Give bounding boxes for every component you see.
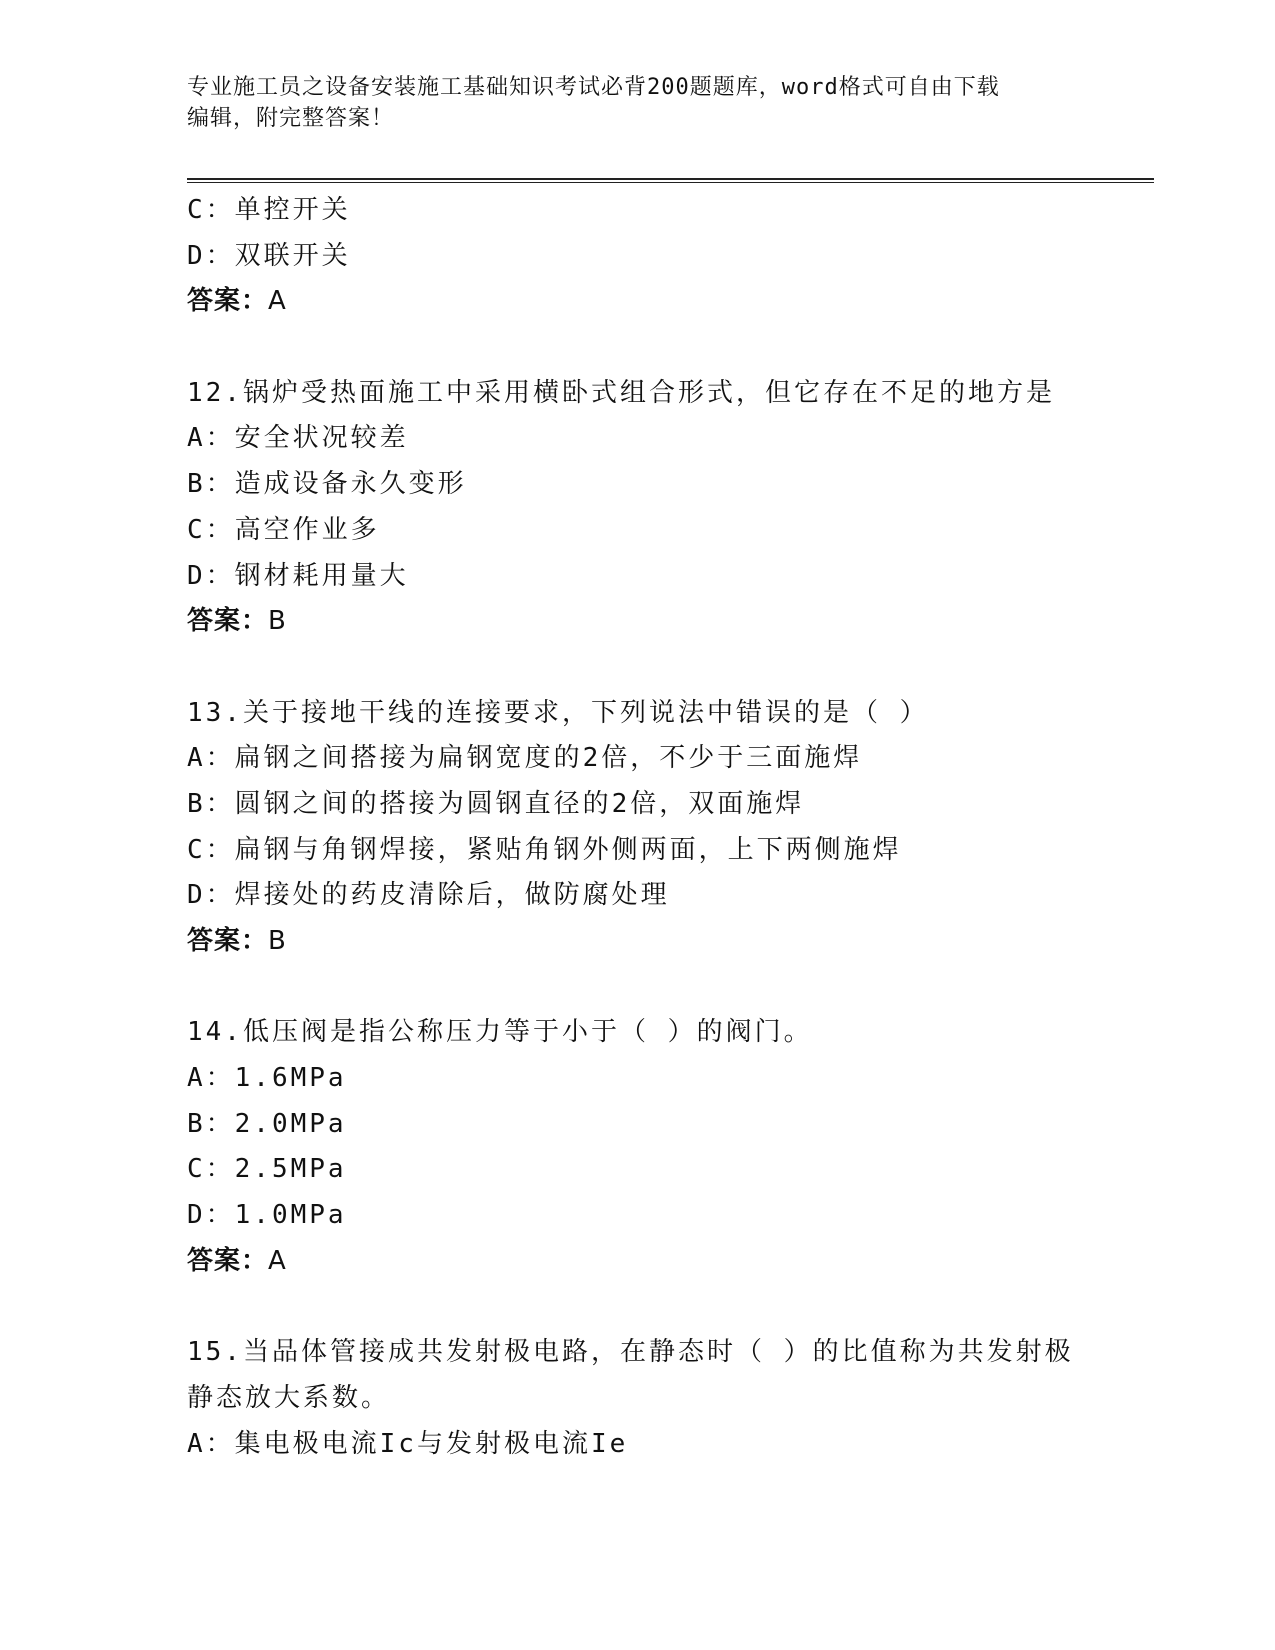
spacer bbox=[187, 645, 1087, 691]
answer-label: 答案： bbox=[187, 1245, 269, 1276]
option-a: A：集电极电流Ic与发射极电流Ie bbox=[187, 1428, 629, 1459]
question-stem: 15.当品体管接成共发射极电路，在静态时（ ）的比值称为共发射极 bbox=[187, 1337, 1074, 1368]
answer-label: 答案： bbox=[187, 926, 269, 956]
spacer bbox=[187, 325, 1087, 371]
option-c: C：扁钢与角钢焊接，紧贴角钢外侧两面，上下两侧施焊 bbox=[187, 834, 902, 865]
option-d: D：焊接处的药皮清除后，做防腐处理 bbox=[187, 880, 670, 911]
document-header bbox=[187, 72, 1067, 134]
question-stem: 13.关于接地干线的连接要求，下列说法中错误的是（ ） bbox=[187, 697, 929, 728]
question-stem: 12.锅炉受热面施工中采用横卧式组合形式，但它存在不足的地方是 bbox=[187, 377, 1055, 408]
option-c: C：单控开关 bbox=[187, 195, 351, 225]
option-a: A：安全状况较差 bbox=[187, 423, 409, 454]
answer-label: 答案： bbox=[187, 606, 269, 637]
answer-value: A bbox=[268, 1245, 287, 1276]
option-b: B：造成设备永久变形 bbox=[187, 469, 467, 500]
answer-value: B bbox=[268, 606, 287, 637]
header-line-1: 专业施工员之设备安装施工基础知识考试必背200题题库，word格式可自由下载 bbox=[187, 75, 1000, 100]
answer-label: 答案： bbox=[187, 286, 269, 317]
header-divider-thick bbox=[187, 178, 1154, 180]
option-b: B：圆钢之间的搭接为圆钢直径的2倍，双面施焊 bbox=[187, 788, 805, 819]
option-d: D：钢材耗用量大 bbox=[187, 560, 409, 591]
option-b: B：2.0MPa bbox=[187, 1108, 347, 1139]
option-a: A：1.6MPa bbox=[187, 1063, 347, 1094]
option-d: D：双联开关 bbox=[187, 240, 351, 271]
question-stem: 14.低压阀是指公称压力等于小于（ ）的阀门。 bbox=[187, 1017, 813, 1048]
answer-line bbox=[187, 599, 1087, 645]
header-divider-thin bbox=[187, 182, 1154, 183]
spacer bbox=[187, 965, 1087, 1011]
option-c: C：高空作业多 bbox=[187, 514, 380, 545]
question-stem-continued: 静态放大系数。 bbox=[187, 1382, 391, 1413]
answer-line bbox=[187, 279, 1087, 325]
answer-value: B bbox=[268, 926, 287, 956]
question-list bbox=[187, 188, 1087, 1467]
option-a: A：扁钢之间搭接为扁钢宽度的2倍，不少于三面施焊 bbox=[187, 743, 863, 774]
spacer bbox=[187, 1285, 1087, 1331]
option-d: D：1.0MPa bbox=[187, 1200, 347, 1231]
answer-line bbox=[187, 1239, 1087, 1285]
header-line-2: 编辑，附完整答案！ bbox=[187, 106, 395, 131]
answer-value: A bbox=[268, 286, 287, 317]
option-c: C：2.5MPa bbox=[187, 1154, 347, 1185]
answer-line bbox=[187, 919, 1087, 965]
